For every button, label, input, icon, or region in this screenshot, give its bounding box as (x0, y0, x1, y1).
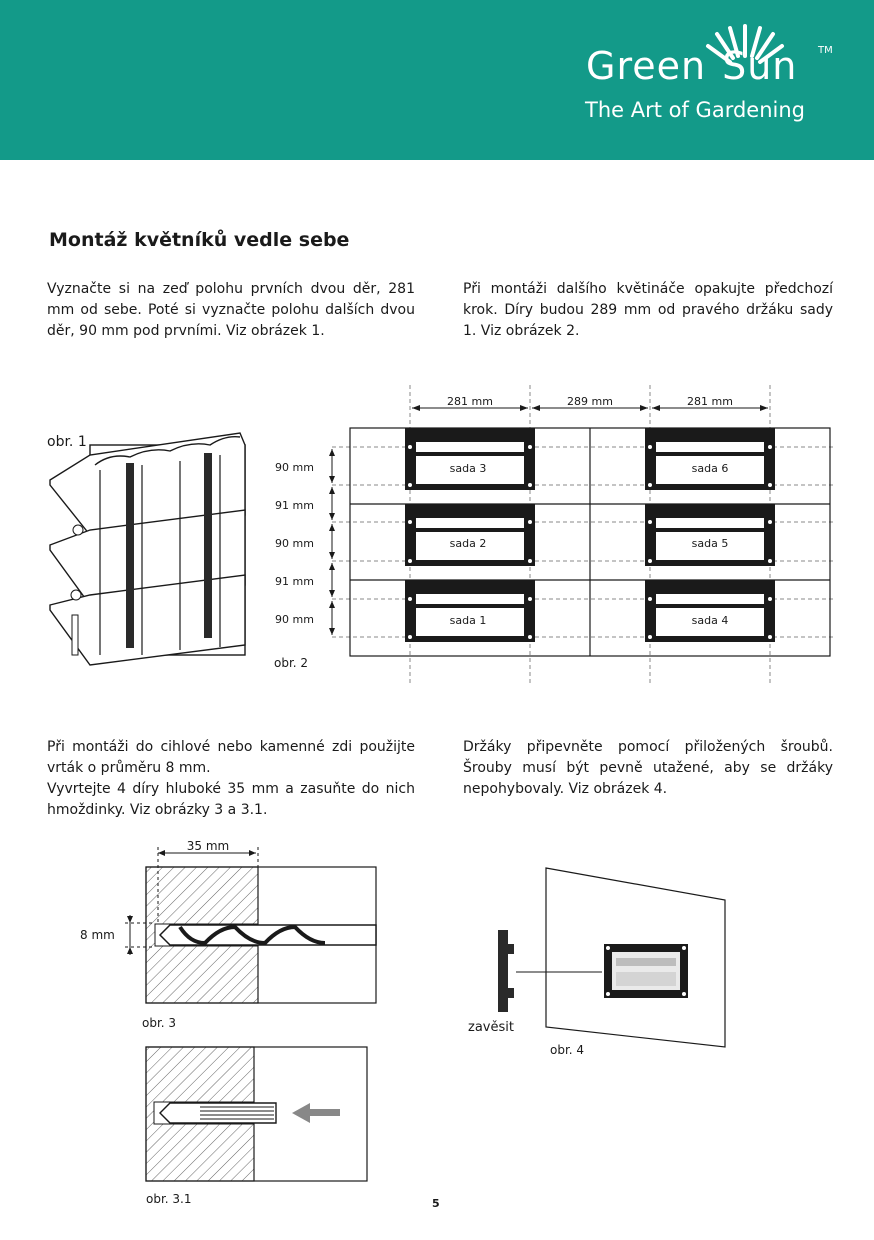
bracket-sada-5 (645, 504, 775, 566)
vdim-4: 91 mm (275, 575, 314, 588)
brand-logo (586, 44, 797, 88)
hdim-1: 281 mm (447, 395, 493, 408)
hdim-2: 289 mm (567, 395, 613, 408)
paragraph-text: Držáky připevněte pomocí přiložených šroubů. Šrouby musí být pevně utažené, aby se držáky nepohybovaly. Viz obrázek 4. (463, 739, 833, 797)
figure31-caption: obr. 3.1 (146, 1192, 192, 1206)
paragraph-text: Při montáži do cihlové nebo kamenné zdi použijte vrták o průměru 8 mm. (47, 739, 415, 776)
bracket-sada-6 (645, 428, 775, 490)
bracket-sada-4 (645, 580, 775, 642)
vdim-3: 90 mm (275, 537, 314, 550)
set-label: sada 2 (449, 537, 487, 550)
vdim-1: 90 mm (275, 461, 314, 474)
figure3-caption: obr. 3 (142, 1016, 177, 1030)
paragraph-top-left (47, 279, 415, 342)
depth-dimension: 35 mm (186, 839, 230, 853)
paragraph-text: Vyznačte si na zeď polohu prvních dvou děr, 281 mm od sebe. Poté si vyznačte polohu dalších dvou děr, 90 mm pod prvními. Viz obrázek 1. (47, 281, 415, 339)
brand-tagline: The Art of Gardening (585, 98, 805, 122)
figure31-dowel (140, 1045, 375, 1185)
paragraph-text: Vyvrtejte 4 díry hluboké 35 mm a zasuňte do nich hmoždinky. Viz obrázky 3 a 3.1. (47, 781, 415, 818)
trademark: TM (818, 45, 833, 56)
figure4-mounting (490, 862, 740, 1052)
figure2-caption: obr. 2 (274, 656, 309, 670)
figure2-diagram (270, 385, 840, 690)
hdim-3: 281 mm (687, 395, 733, 408)
brand-header (0, 0, 874, 160)
paragraph-bottom-right (463, 737, 833, 800)
page-number: 5 (432, 1197, 440, 1210)
figure1-caption: obr. 1 (47, 434, 87, 450)
figure3-drilling (70, 835, 390, 1015)
bracket-sada-3 (405, 428, 535, 490)
set-label: sada 6 (691, 462, 729, 475)
figure1-drawing (40, 425, 255, 670)
brand-name-right: Sun (722, 44, 798, 88)
figure4-caption: obr. 4 (550, 1043, 585, 1057)
set-label: sada 3 (449, 462, 487, 475)
vdim-2: 91 mm (275, 499, 314, 512)
diameter-dimension: 8 mm (80, 928, 115, 942)
vdim-5: 90 mm (275, 613, 314, 626)
set-label: sada 5 (691, 537, 729, 550)
hang-label: zavěsit (468, 1020, 514, 1035)
bracket-sada-1 (405, 580, 535, 642)
bracket-sada-2 (405, 504, 535, 566)
paragraph-text: Při montáži dalšího květináče opakujte předchozí krok. Díry budou 289 mm od pravého držáku sady 1. Viz obrázek 2. (463, 281, 833, 339)
set-label: sada 1 (449, 614, 487, 627)
section-title: Montáž květníků vedle sebe (49, 229, 350, 251)
set-label: sada 4 (691, 614, 729, 627)
paragraph-top-right (463, 279, 833, 342)
brand-name-left: Green (586, 44, 707, 88)
paragraph-bottom-left (47, 737, 415, 821)
